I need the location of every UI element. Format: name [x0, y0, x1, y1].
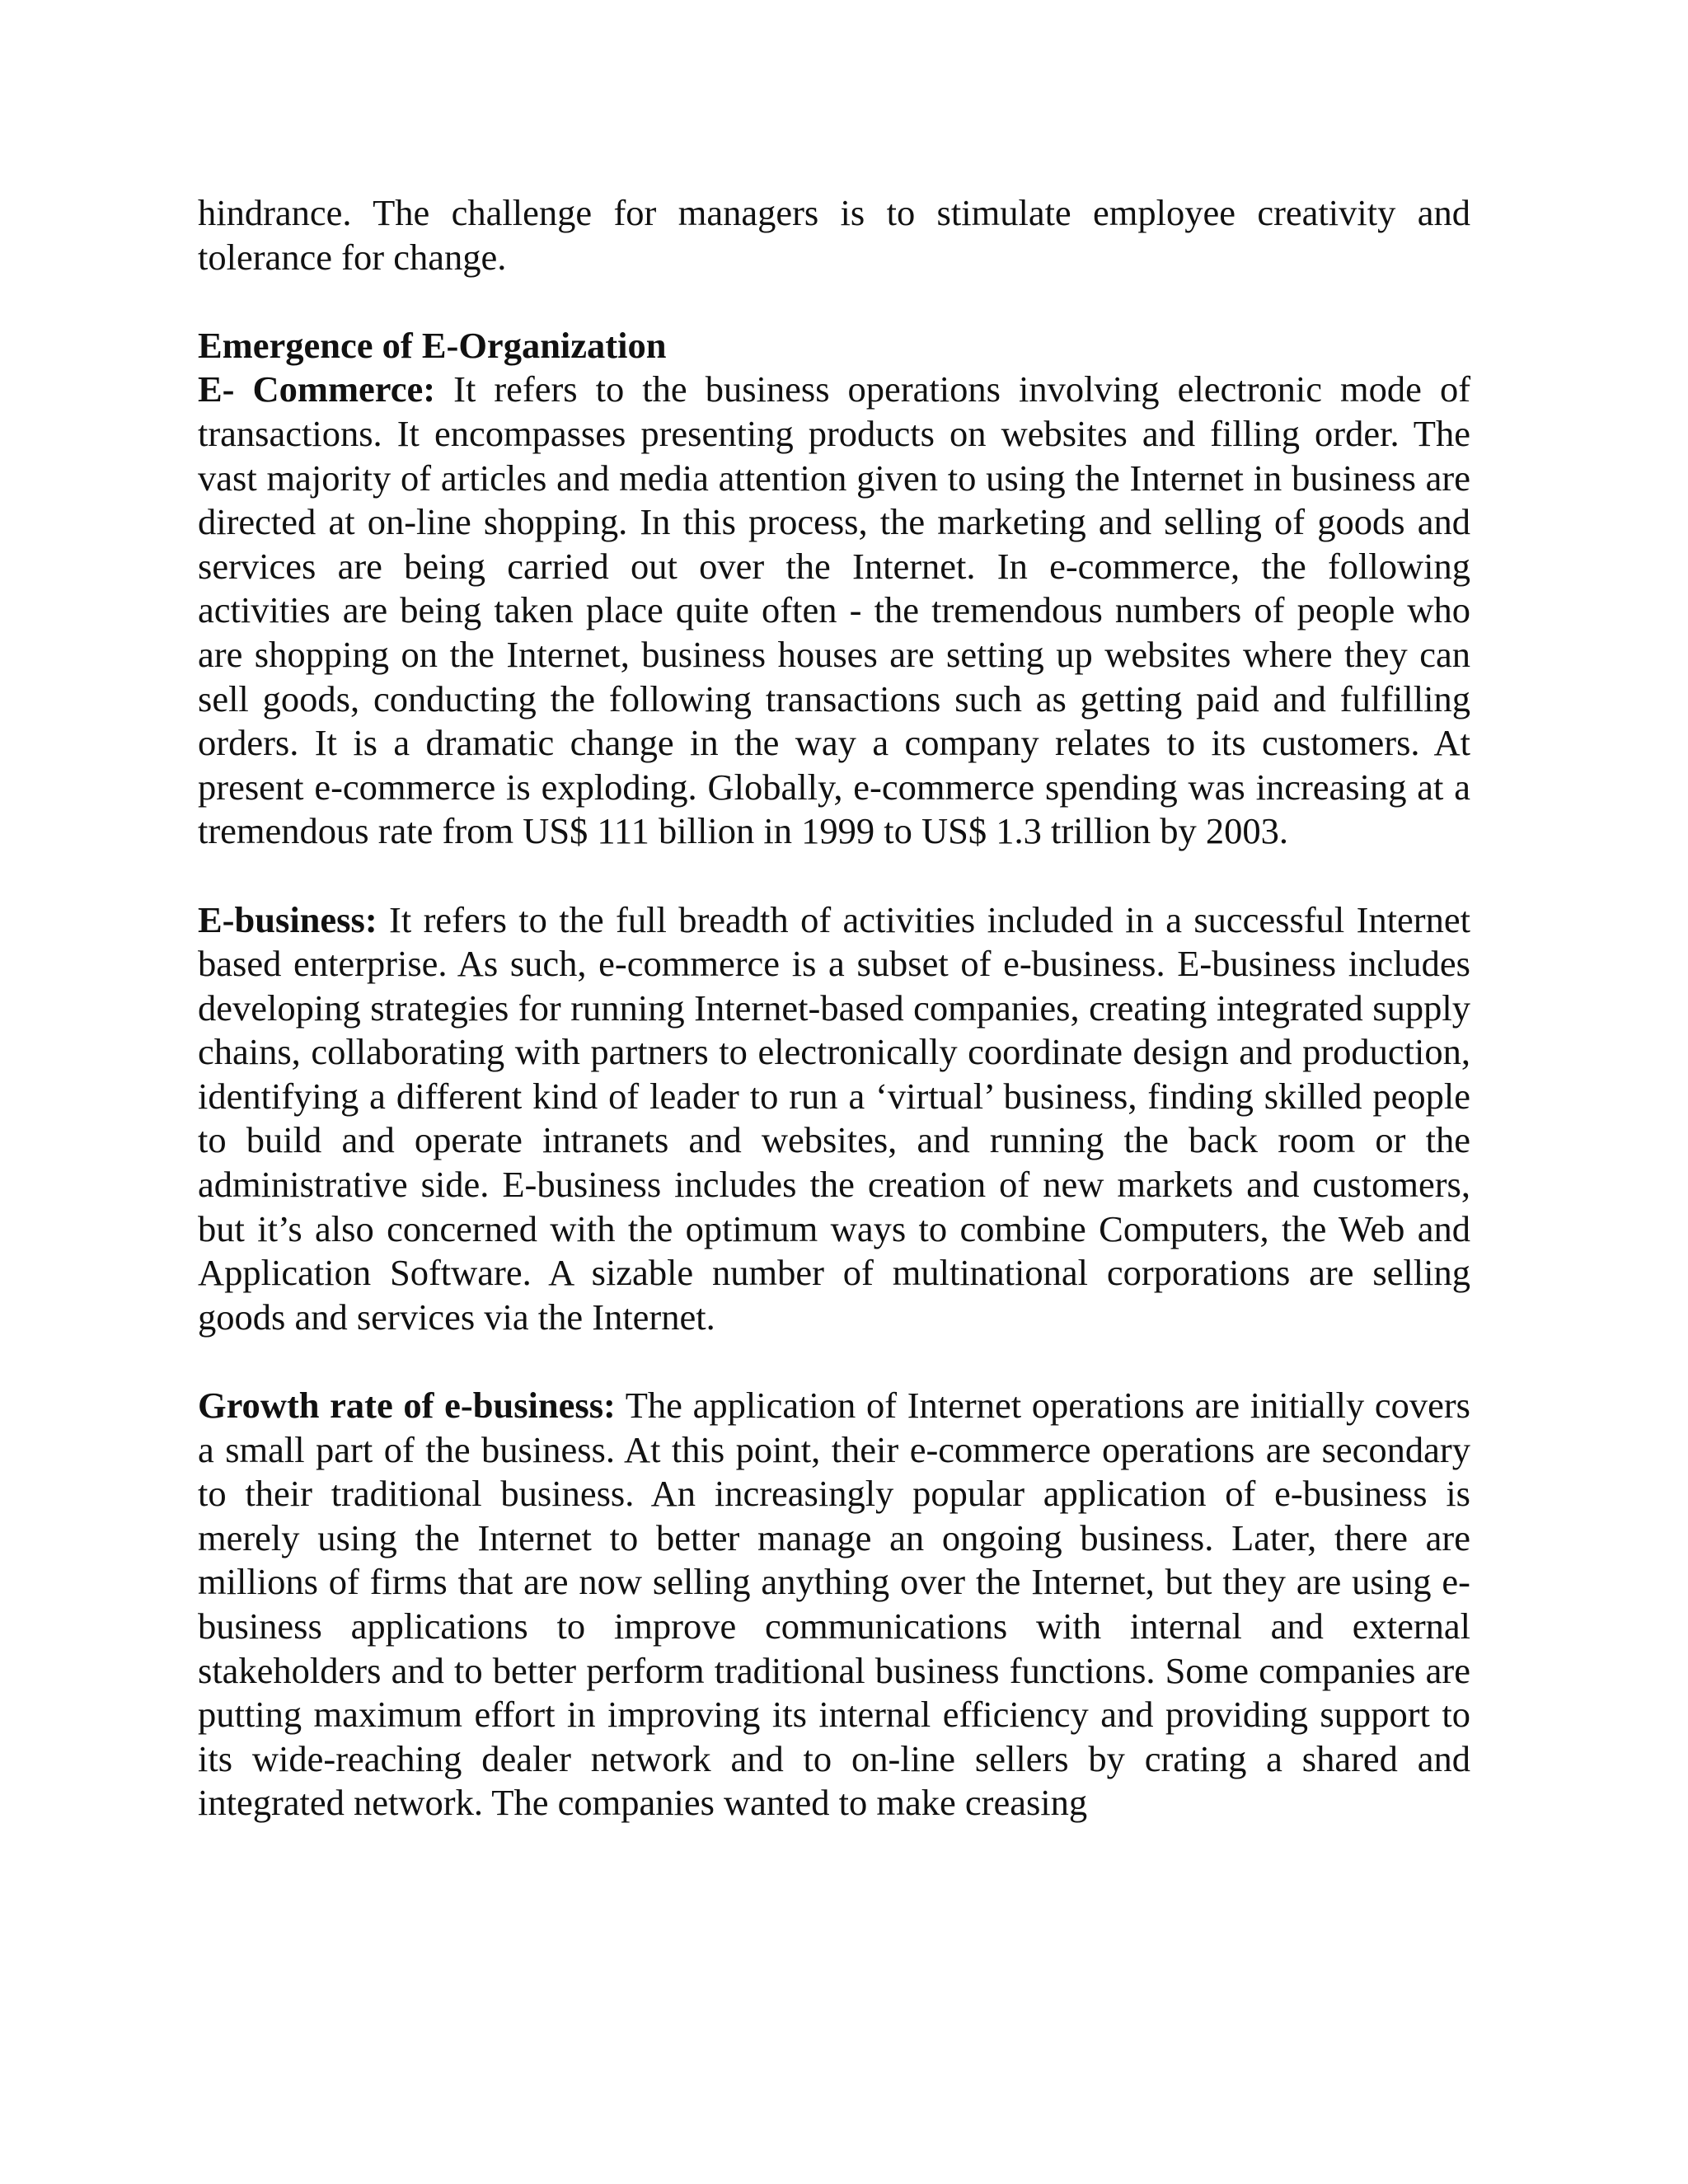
ebusiness-text: It refers to the full breadth of activities included in a successful Internet based enterprise. As such, e-commerce is a subset of e-business. E-business includes developing strategies for running Internet-based companies, creating integrated supply chains, collaborating with partners to electronically coordinate design and production, identifying a different kind of leader to run a ‘virtual’ business, finding skilled people to build and operate intranets and websites, and running the back room or the administrative side. E-business includes the creation of new markets and customers, but it’s also concerned with the optimum ways to combine Computers, the Web and Application Software. A sizable number of multinational corporations are selling goods and services via the Internet. — [198, 898, 1470, 1338]
paragraph-gap — [198, 1339, 1470, 1384]
document-page — [198, 191, 1470, 1825]
growth-label: Growth rate of e-business: — [198, 1385, 616, 1427]
paragraph-gap — [198, 854, 1470, 898]
ecommerce-paragraph — [198, 368, 1470, 854]
intro-paragraph: hindrance. The challenge for managers is to stimulate employee creativity and tolerance for change. — [198, 192, 1470, 278]
ecommerce-label: E- Commerce: — [198, 368, 436, 410]
growth-text: The application of Internet operations are initially covers a small part of the business. At this point, their e-commerce operations are secondary to their traditional business. An increasingly popular application of e-business is merely using the Internet to better manage an ongoing business. Later, there are millions of firms that are now selling anything over the Internet, but they are using e-business applications to improve communications with internal and external stakeholders and to better perform traditional business functions. Some companies are putting maximum effort in improving its internal efficiency and providing support to its wide-reaching dealer network and to on-line sellers by crating a shared and integrated network. The companies wanted to make creasing — [198, 1385, 1470, 1824]
ebusiness-label: E-business: — [198, 898, 377, 940]
paragraph-gap — [198, 279, 1470, 324]
ecommerce-text: It refers to the business operations involving electronic mode of transactions. It encompasses presenting products on websites and filling order. The vast majority of articles and media attention given to using the Internet in business are directed at on-line shopping. In this process, the marketing and selling of goods and services are being carried out over the Internet. In e-commerce, the following activities are being taken place quite often - the tremendous numbers of people who are shopping on the Internet, business houses are setting up websites where they can sell goods, conducting the following transactions such as getting paid and fulfilling orders. It is a dramatic change in the way a company relates to its customers. At present e-commerce is exploding. Globally, e-commerce spending was increasing at a tremendous rate from US$ 111 billion in 1999 to US$ 1.3 trillion by 2003. — [198, 368, 1471, 852]
growth-paragraph — [198, 1384, 1470, 1825]
section-heading: Emergence of E-Organization — [198, 324, 667, 366]
ebusiness-paragraph — [198, 898, 1470, 1340]
